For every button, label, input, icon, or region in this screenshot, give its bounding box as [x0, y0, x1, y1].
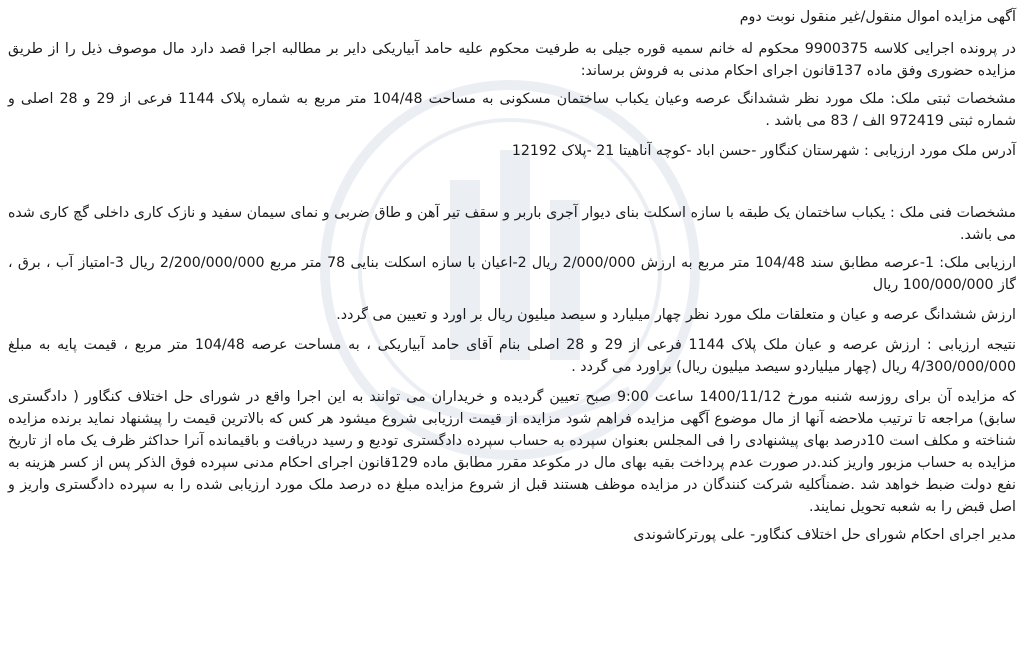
notice-title: آگهی مزایده اموال منقول/غیر منقول نوبت دوم: [739, 9, 1016, 25]
property-valuation: ارزیابی ملک: 1-عرصه مطابق سند 104/48 متر مربع به ارزش 2/000/000 ریال 2-اعیان با سازه اسکلت بنایی 78 متر مربع 2/200/000/000 ریال 3-امتیاز آب ، برق ، گاز 100/000/000 ریال: [8, 255, 1017, 293]
valuation-result: نتیجه ارزیابی : ارزش عرصه و عیان ملک پلاک 1144 فرعی از 29 و 28 اصلی بنام آقای حامد آبیاریکی ، به مساحت عرصه 104/48 متر مربع ، قیمت پایه به مبلغ 4/300/000/000 ریال (چهار میلیاردو سیصد میلیون ریال) براورد می گردد .: [8, 337, 1016, 375]
notice-intro: در پرونده اجرایی کلاسه 9900375 محکوم له خانم سمیه قوره جیلی به طرفیت محکوم علیه حامد آبیاریکی دایر بر مطالبه اجرا قصد دارد مال موصوف ذیل را از طریق مزایده حضوری وفق ماده 137قانون اجرای احکام مدنی به فروش برساند:: [8, 41, 1016, 79]
registration-details: مشخصات ثبتی ملک: ملک مورد نظر ششدانگ عرصه وعیان یکباب ساختمان مسکونی به مساحت 104/48 متر مربع به شماره پلاک 1144 فرعی از 29 و 28 اصلی و شماره ثبتی 972419 الف / 83 می باشد .: [8, 91, 1016, 129]
property-address: آدرس ملک مورد ارزیابی : شهرستان کنگاور -حسن اباد -کوچه آناهیتا 21 -پلاک 12192: [511, 143, 1016, 159]
auction-notice: [8, 6, 1016, 546]
auction-terms: که مزایده آن برای روزسه شنبه مورخ 1400/11/12 ساعت 9:00 صبح تعیین گردیده و خریداران می توانند به این اجرا واقع در شورای حل اختلاف کنگاور ( دادگستری سابق) مراجعه تا ترتیب ملاحضه آنها از مال موضوع آگهی مزایده فراهم شود مزایده از قیمت ارزیابی شروع میشود هر کس که بالاترین قیمت را پیشنهاد نماید برنده مزایده شناخته و مکلف است 10درصد بهای پیشنهادی را فی المجلس بعنوان سپرده به حساب سپرده دادگستری تودیع و رسید دریافت و باقیمانده آنرا حداکثر ظرف یک ماه از تاریخ مزایده به حساب مزبور واریز کند.در صورت عدم پرداخت بقیه بهای مال در مکوعد مقرر مطابق ماده 129قانون اجرای احکام مدنی سپرده فوق الذکر پس از کسر هزینه به نفع دولت ضبط خواهد شد .ضمناًکلیه شرکت کنندگان در مزایده موظف هستند قبل از شروع مزایده مبلغ ده درصد ملک مورد ارزیابی شده را به سپرده دادگستری واریز و اصل قبض را به شعبه تحویل نمایند.: [8, 389, 1016, 515]
total-value: ارزش ششدانگ عرصه و عیان و متعلقات ملک مورد نظر چهار میلیارد و سیصد میلیون ریال بر اورد و تعیین می گردد.: [336, 307, 1016, 323]
signature-line: مدیر اجرای احکام شورای حل اختلاف کنگاور- علی پورترکاشوندی: [633, 527, 1016, 543]
technical-details: مشخصات فنی ملک : یکباب ساختمان یک طبقه با سازه اسکلت بنای دیوار آجری باربر و سقف تیر آهن و طاق ضربی و نمای سیمان سفید و نازک کاری داخلی گچ کاری شده می باشد.: [8, 205, 1016, 243]
